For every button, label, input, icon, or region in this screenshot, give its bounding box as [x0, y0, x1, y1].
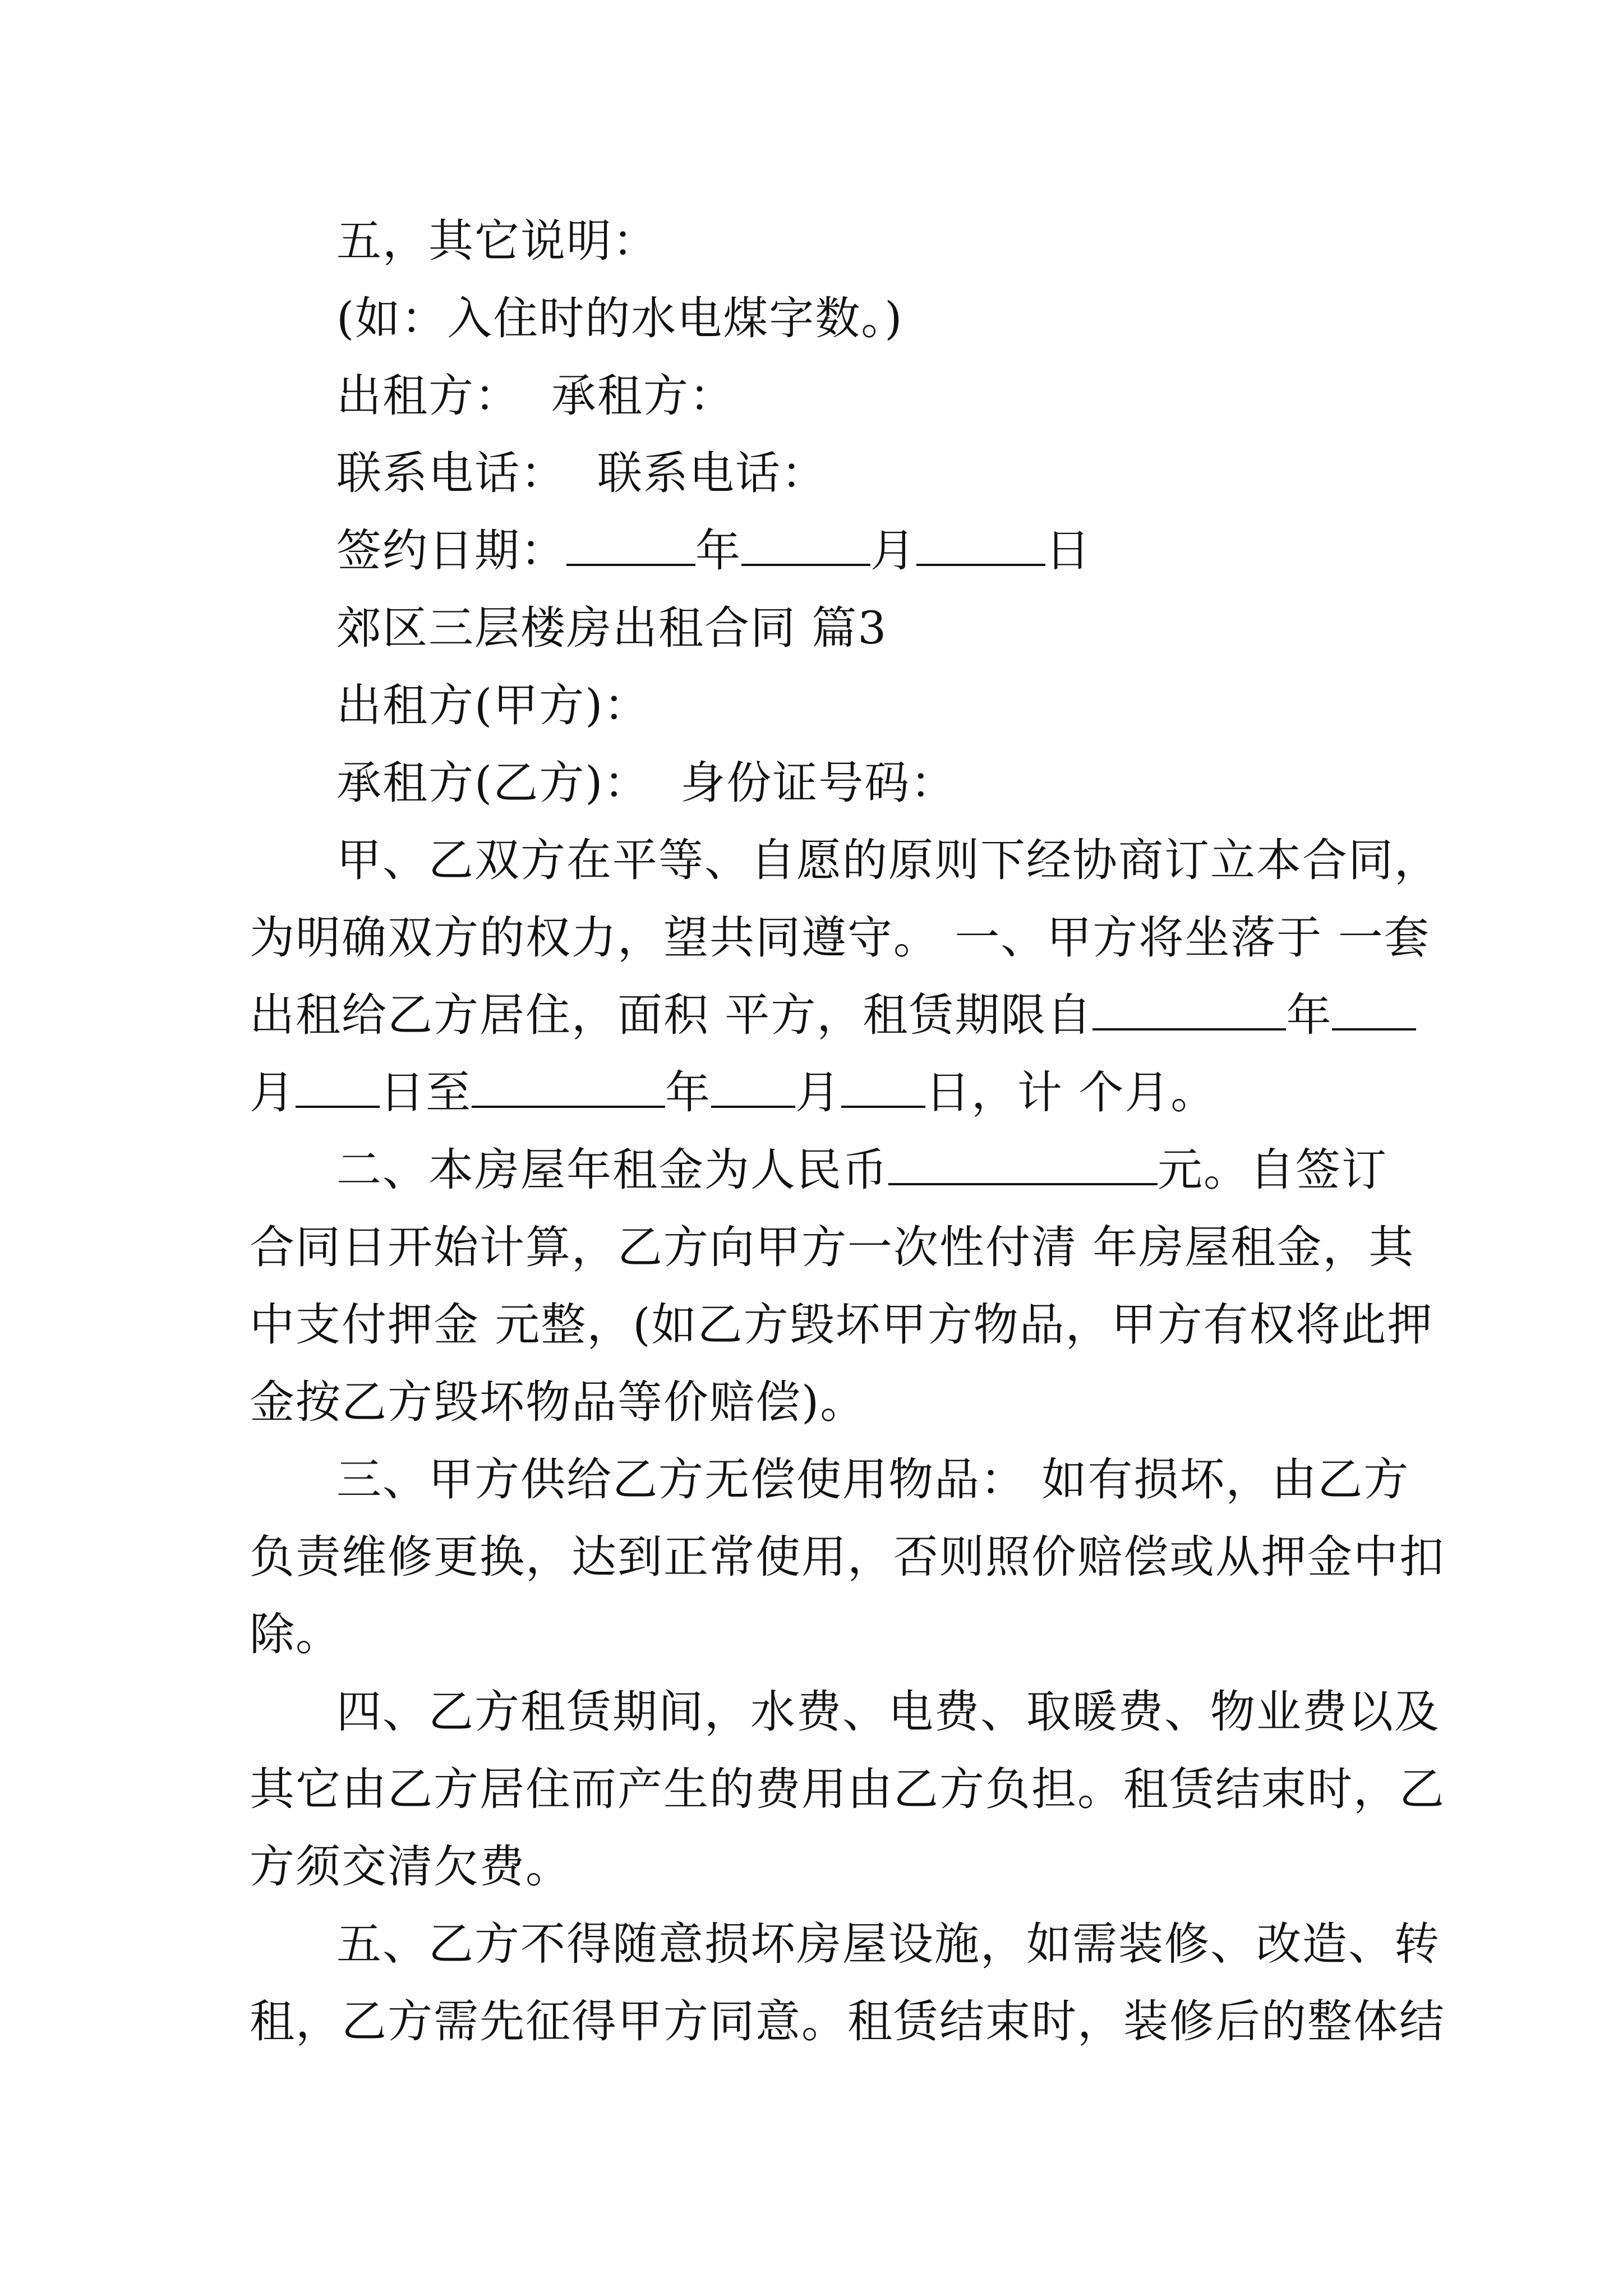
clause-4-line: 其它由乙方居住而产生的费用由乙方负担。租赁结束时，乙 [250, 1763, 1445, 1815]
term-end-month-label: 月 [795, 1066, 841, 1119]
term-start-day-blank [296, 1066, 380, 1108]
party-b-line: 承租方(乙方)： 身份证号码： [336, 757, 957, 809]
term-end-day-label: 日 [925, 1066, 971, 1119]
clause-5-line: 租，乙方需先征得甲方同意。租赁结束时，装修后的整体结 [250, 1995, 1445, 2047]
clause-2-line [336, 1142, 1387, 1198]
other-notes-example: (如：入住时的水电煤字数。) [336, 292, 903, 344]
term-start-month-blank [1332, 989, 1416, 1030]
term-end-month-blank [711, 1066, 795, 1108]
clause-2-rent-tail: 元。自签订 [1158, 1144, 1387, 1196]
other-notes-heading: 五，其它说明： [336, 215, 658, 267]
rental-term-line [250, 1065, 1216, 1121]
rental-term-line [250, 987, 1416, 1043]
sign-day-blank [916, 524, 1045, 566]
term-months-text: ，计 个月。 [971, 1066, 1217, 1119]
rent-amount-blank [888, 1144, 1158, 1185]
sign-month-blank [741, 524, 870, 566]
clause-3-line: 三、甲方供给乙方无偿使用物品： 如有损坏，由乙方 [336, 1453, 1410, 1506]
clause-2-line: 合同日开始计算，乙方向甲方一次性付清 年房屋租金，其 [250, 1221, 1415, 1273]
term-start-year-blank [1092, 989, 1286, 1030]
clause-4-line: 方须交清欠费。 [250, 1841, 571, 1893]
sign-year-blank [566, 524, 695, 566]
term-start-year-label: 年 [1286, 989, 1332, 1041]
term-start-month-label: 月 [250, 1066, 296, 1119]
lessor-lessee-line: 出租方： 承租方： [336, 370, 735, 422]
clause-2-line: 中支付押金 元整，(如乙方毁坏甲方物品，甲方有权将此押 [250, 1299, 1433, 1351]
term-end-year-label: 年 [665, 1066, 711, 1119]
term-day-to-label: 日至 [380, 1066, 472, 1119]
sign-year-label: 年 [695, 524, 741, 577]
term-end-day-blank [841, 1066, 925, 1108]
sign-date-label: 签约日期： [336, 524, 566, 577]
sign-date-line [336, 523, 1091, 579]
clause-3-line: 除。 [250, 1608, 342, 1660]
clause-4-line: 四、乙方租赁期间，水费、电费、取暖费、物业费以及 [336, 1686, 1440, 1738]
clause-2-rent-text: 二、本房屋年租金为人民币 [336, 1144, 888, 1196]
sign-month-label: 月 [870, 524, 916, 577]
intro-paragraph-line: 甲、乙双方在平等、自愿的原则下经协商订立本合同， [336, 834, 1440, 886]
term-end-year-blank [472, 1066, 665, 1108]
section-title: 郊区三层楼房出租合同 篇3 [336, 602, 888, 654]
rental-term-text: 出租给乙方居住，面积 平方，租赁期限自 [250, 989, 1093, 1041]
clause-5-line: 五、乙方不得随意损坏房屋设施，如需装修、改造、转 [336, 1918, 1440, 1970]
intro-paragraph-line: 为明确双方的权力，望共同遵守。 一、甲方将坐落于 一套 [250, 912, 1430, 964]
clause-3-line: 负责维修更换，达到正常使用，否则照价赔偿或从押金中扣 [250, 1531, 1445, 1583]
contact-phones-line: 联系电话： 联系电话： [336, 447, 827, 499]
party-a-line: 出租方(甲方)： [336, 679, 650, 731]
sign-day-label: 日 [1045, 524, 1091, 577]
clause-2-line: 金按乙方毁坏物品等价赔偿)。 [250, 1376, 866, 1428]
